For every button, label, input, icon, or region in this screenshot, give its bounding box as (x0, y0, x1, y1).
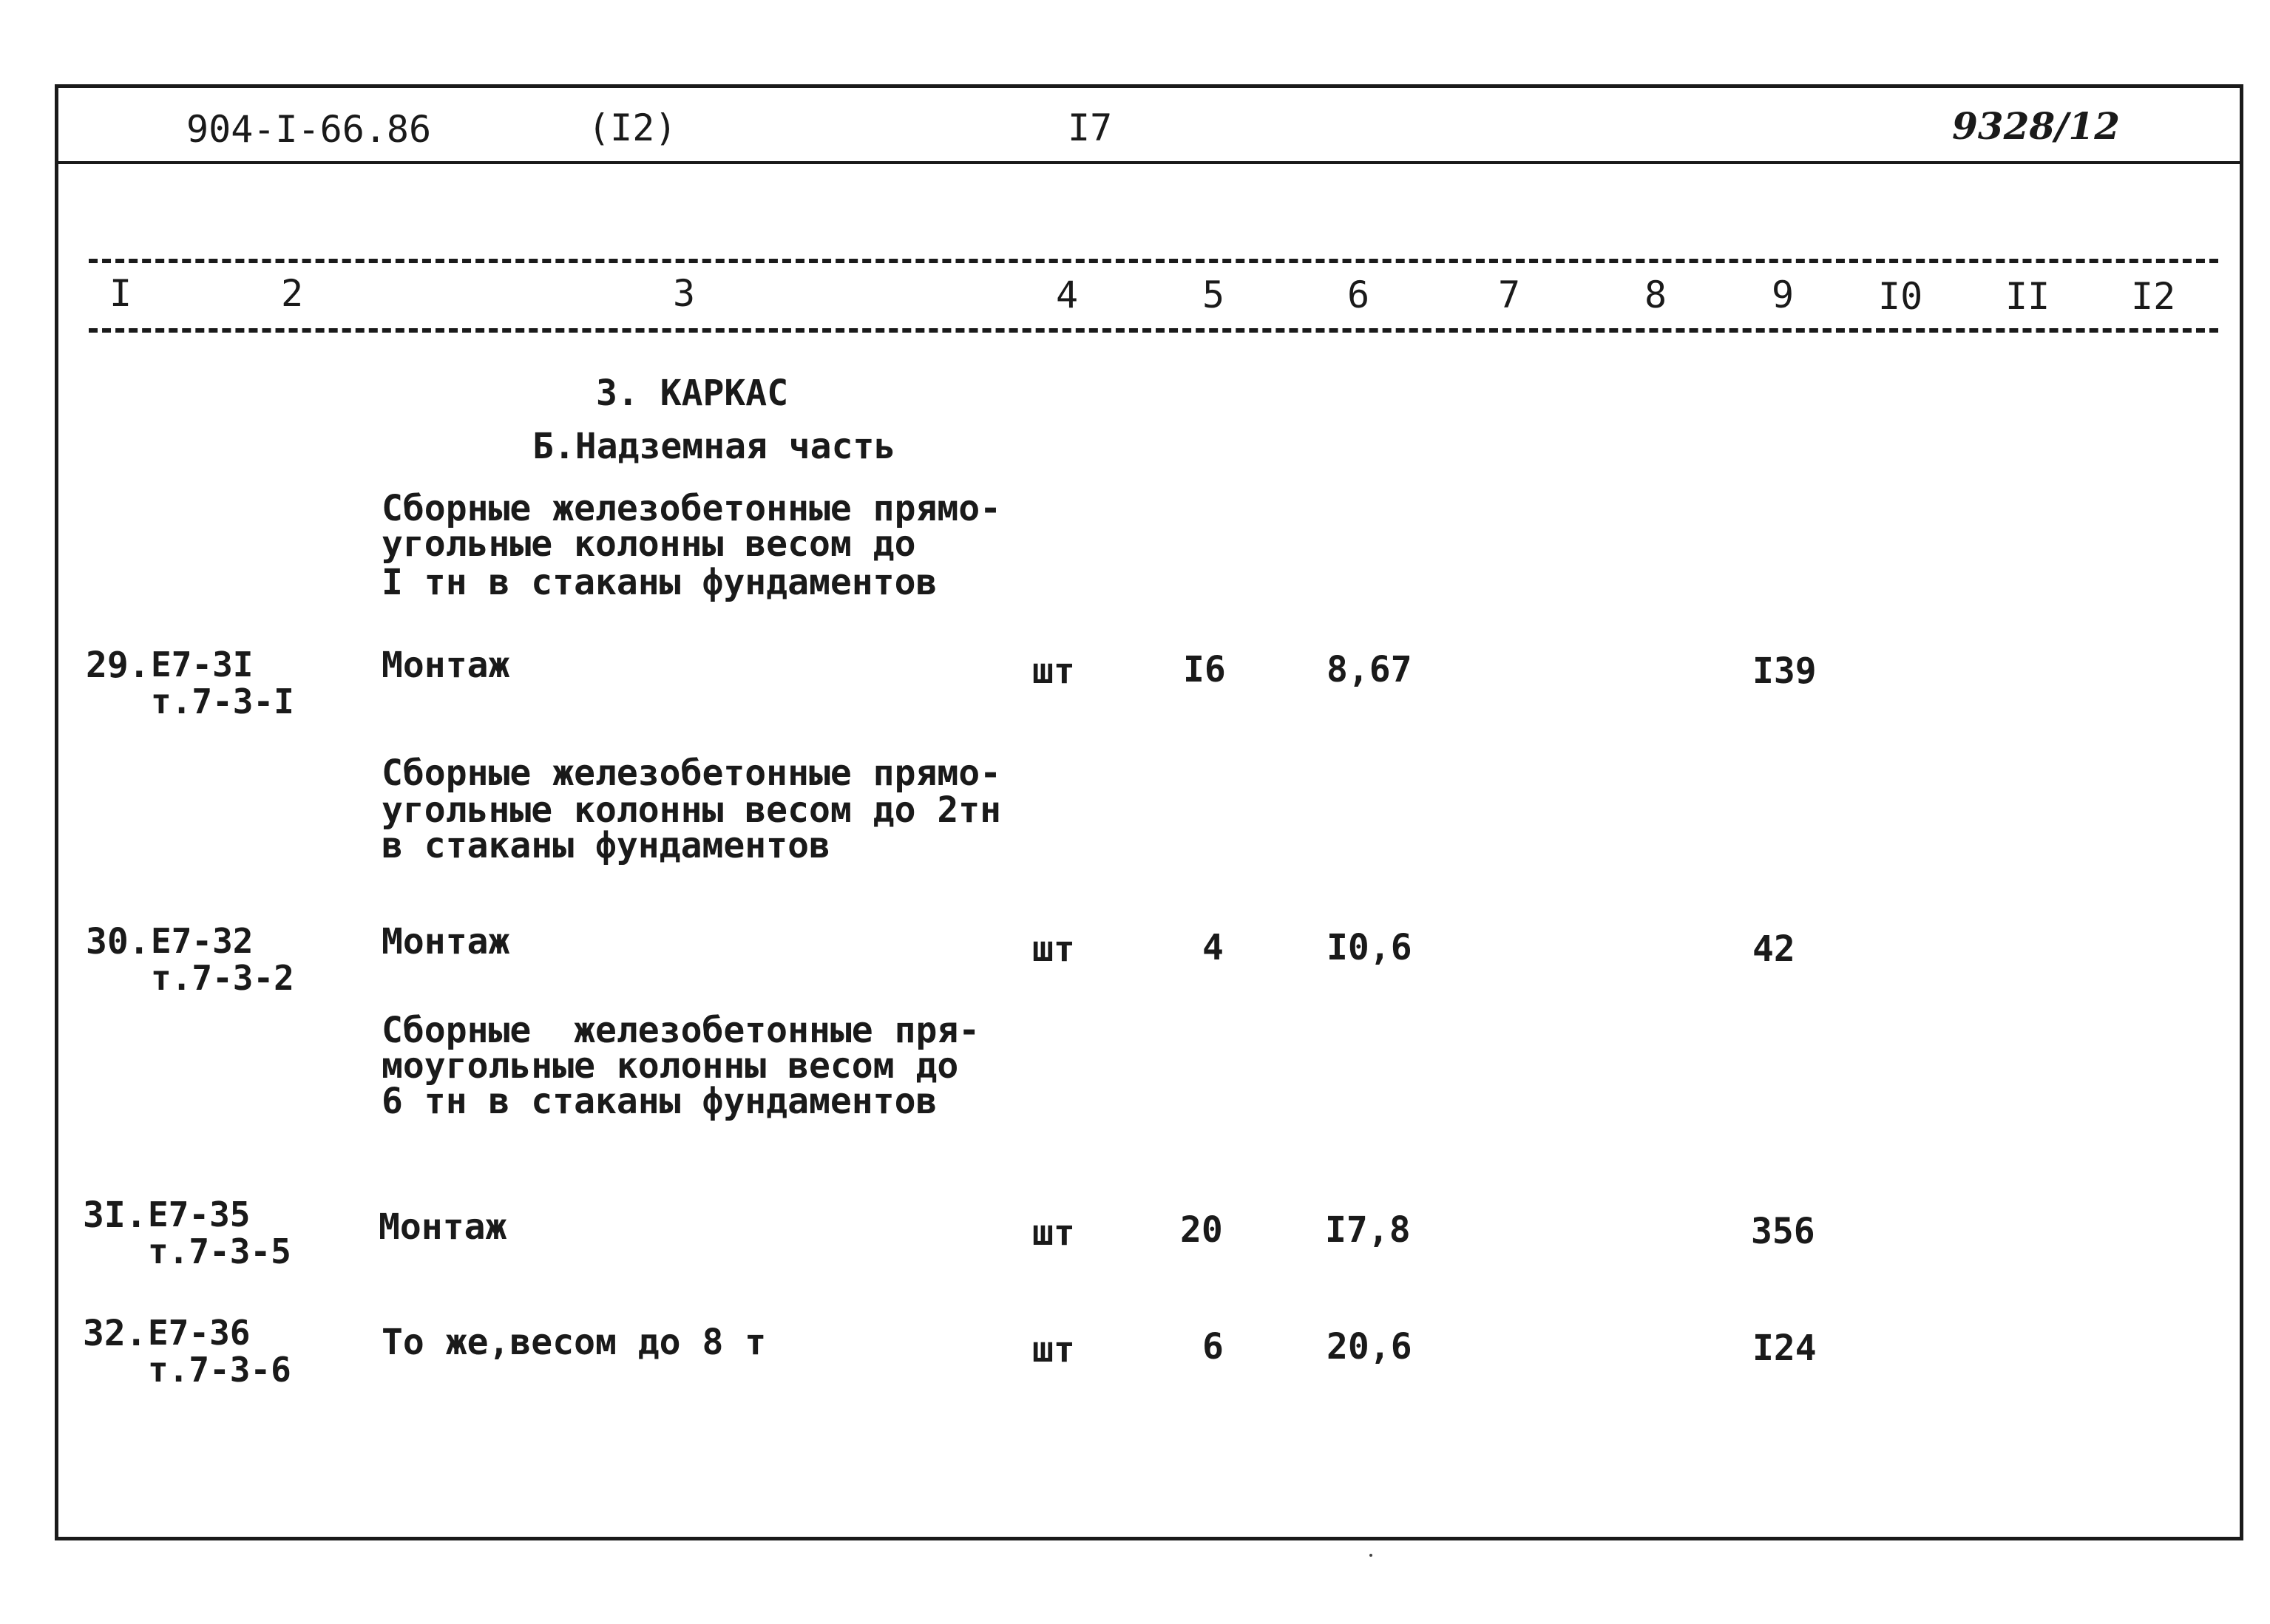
section-subtitle: Б.Надземная часть (532, 426, 896, 467)
row-32-total: I24 (1752, 1328, 1817, 1369)
row-30-name: Монтаж (382, 921, 510, 962)
row-29-qty: I6 (1183, 649, 1226, 690)
col-num-10: I0 (1878, 275, 1923, 318)
speck (1369, 1554, 1372, 1557)
row-30-qty: 4 (1202, 927, 1224, 968)
group-1-desc-line-2: угольные колонны весом до (382, 523, 916, 565)
row-32-price: 20,6 (1327, 1326, 1412, 1368)
row-29-price: 8,67 (1327, 649, 1412, 690)
col-num-1: I (109, 272, 132, 315)
row-29-name: Монтаж (382, 645, 510, 686)
group-3-desc-line-2: моугольные колонны весом до (382, 1045, 959, 1087)
col-num-4: 4 (1056, 274, 1079, 316)
col-num-2: 2 (281, 272, 304, 315)
row-31-qty: 20 (1180, 1209, 1223, 1251)
group-1-desc-line-1: Сборные железобетонные прямо- (382, 488, 1002, 529)
row-29-code2: т.7-3-I (151, 682, 294, 721)
col-num-6: 6 (1347, 274, 1370, 316)
row-32-code1: Е7-36 (148, 1313, 251, 1353)
row-30-code2: т.7-3-2 (151, 958, 294, 998)
row-30-num: 30. (86, 921, 150, 962)
row-32-unit: шт (1032, 1329, 1075, 1370)
doc-part: (I2) (588, 106, 677, 149)
col-num-3: 3 (673, 272, 696, 315)
row-29-code1: Е7-3I (151, 645, 254, 684)
row-31-unit: шт (1032, 1212, 1075, 1254)
group-3-desc-line-1: Сборные железобетонные пря- (382, 1010, 980, 1051)
group-1-desc-line-3: I тн в стаканы фундаментов (382, 562, 938, 603)
row-31-name: Монтаж (379, 1206, 507, 1248)
group-3-desc-line-3: 6 тн в стаканы фундаментов (382, 1081, 938, 1122)
archive-code: 9328/12 (1952, 104, 2121, 148)
dashed-rule-top (89, 259, 2218, 263)
row-32-num: 32. (83, 1313, 147, 1354)
row-32-code2: т.7-3-6 (148, 1350, 291, 1390)
group-2-desc-line-3: в стаканы фундаментов (382, 825, 830, 866)
row-32-name: То же,весом до 8 т (382, 1322, 767, 1363)
group-2-desc-line-2: угольные колонны весом до 2тн (382, 789, 1002, 831)
row-30-code1: Е7-32 (151, 921, 254, 961)
row-31-total: 356 (1751, 1211, 1815, 1252)
row-30-unit: шт (1032, 928, 1075, 970)
row-29-total: I39 (1752, 650, 1817, 692)
col-num-12: I2 (2131, 275, 2176, 318)
row-31-price: I7,8 (1325, 1209, 1411, 1251)
page-number: I7 (1068, 106, 1113, 149)
row-31-code1: Е7-35 (148, 1195, 251, 1234)
row-29-num: 29. (86, 645, 150, 686)
doc-number: 904-I-66.86 (186, 108, 432, 151)
row-30-total: 42 (1752, 928, 1795, 970)
row-30-price: I0,6 (1327, 927, 1412, 968)
col-num-9: 9 (1772, 274, 1795, 316)
row-31-code2: т.7-3-5 (148, 1231, 291, 1271)
header-divider (55, 161, 2243, 164)
col-num-7: 7 (1498, 274, 1521, 316)
row-29-unit: шт (1032, 650, 1075, 692)
row-31-num: 3I. (83, 1195, 147, 1236)
row-32-qty: 6 (1202, 1326, 1224, 1368)
col-num-5: 5 (1202, 274, 1225, 316)
col-num-11: II (2005, 275, 2050, 318)
col-num-8: 8 (1644, 274, 1667, 316)
group-2-desc-line-1: Сборные железобетонные прямо- (382, 752, 1002, 794)
dashed-rule-bottom (89, 328, 2218, 333)
section-title: 3. КАРКАС (596, 373, 789, 414)
